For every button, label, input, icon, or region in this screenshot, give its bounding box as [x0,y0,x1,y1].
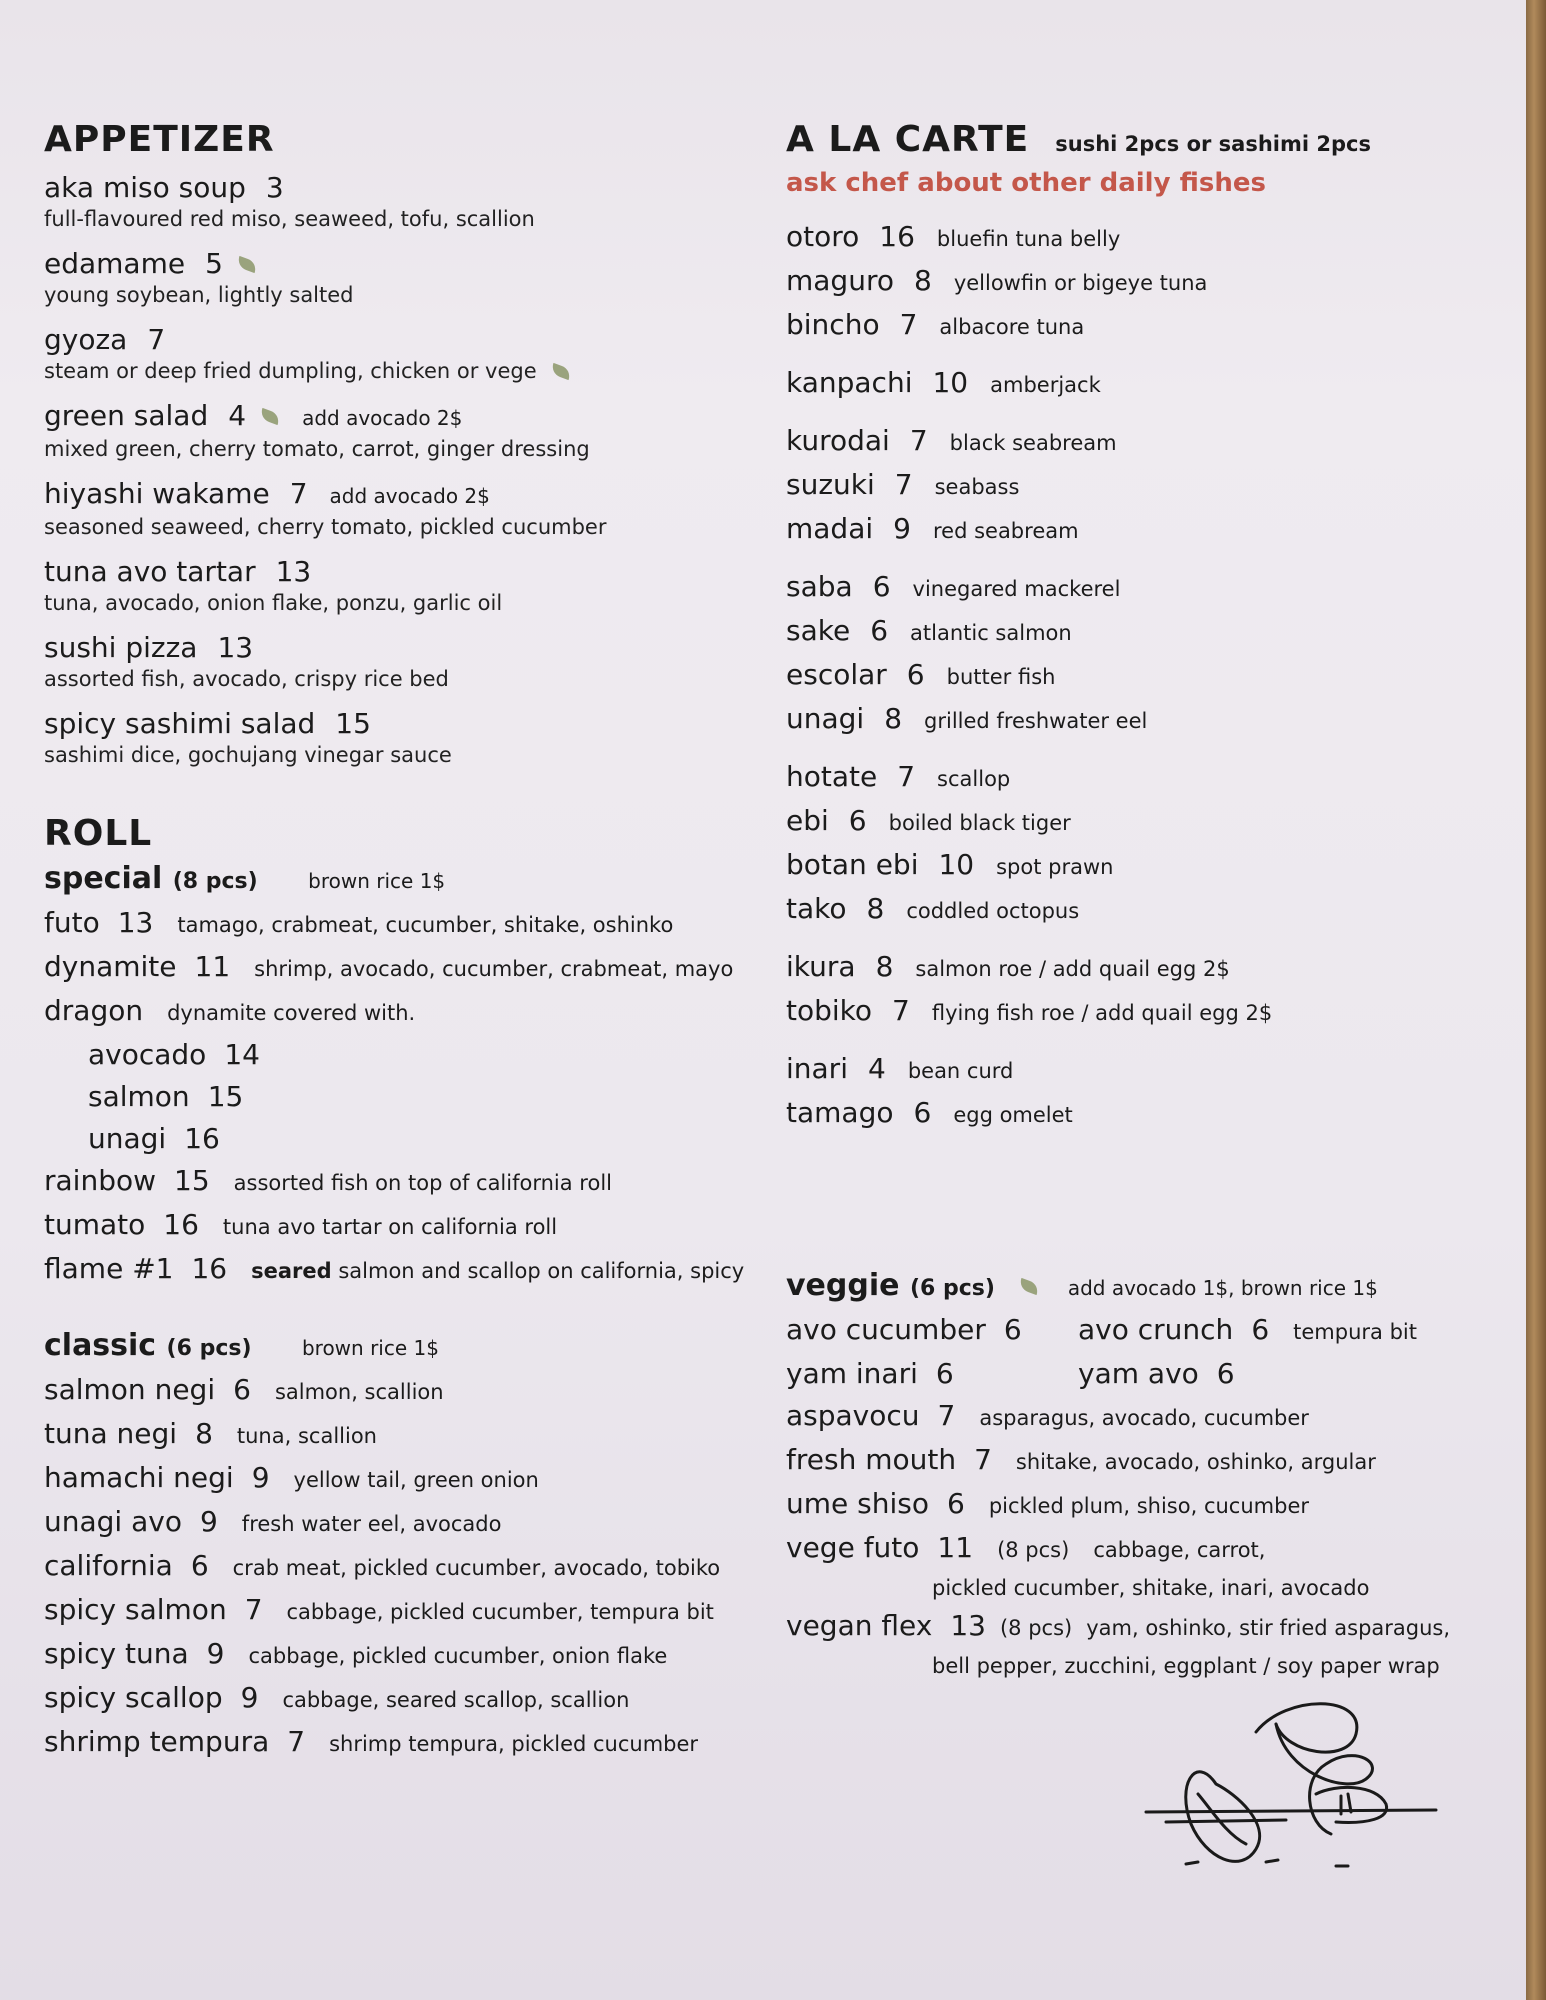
table-edge [1526,0,1546,2000]
item-pcs: (8 pcs) [997,1537,1070,1562]
item-price: 7 [287,1725,306,1759]
roll-item [44,1545,774,1589]
item-desc: tempura bit [1293,1319,1417,1344]
roll-subitem [44,1076,774,1118]
item-price: 6 [1003,1312,1022,1346]
item-price: 4 [867,1051,886,1085]
item-price: 6 [906,657,925,691]
veggie-pair-row [786,1309,1516,1353]
item-desc: mixed green, cherry tomato, carrot, ginger dressing [44,436,590,461]
item-price: 15 [207,1080,244,1114]
item-price: 9 [251,1461,270,1495]
item-note: add avocado 2$ [302,405,463,430]
alacarte-item [786,464,1516,508]
roll-item [44,1369,774,1413]
roll-item [44,1248,774,1292]
item-price: 16 [191,1252,228,1286]
group-label: classic [44,1328,157,1364]
item-desc: shrimp tempura, pickled cucumber [329,1732,699,1757]
item-price: 6 [1216,1356,1235,1390]
item-desc-rest: salmon and scallop on california, spicy [338,1259,745,1284]
item-name: spicy tuna [44,1637,189,1671]
item-name: tamago [786,1095,894,1129]
item-price: 6 [872,569,891,603]
item-desc: crab meat, pickled cucumber, avocado, tobiko [232,1556,721,1581]
item-name: california [44,1549,173,1583]
item-price: 6 [233,1373,251,1407]
item-name: kurodai [786,423,890,457]
veggie-item [786,1353,1078,1395]
item-desc: flying fish roe / add quail egg 2$ [931,1000,1273,1025]
item-name: madai [786,511,874,545]
item-price: 6 [935,1356,954,1390]
item-name: fresh mouth [786,1442,957,1476]
item-name: otoro [786,219,860,253]
item-price: 8 [866,891,885,925]
menu-item [44,476,774,540]
item-price: 13 [117,906,154,940]
item-price: 3 [265,170,284,204]
veggie-item [1078,1309,1417,1353]
item-price: 7 [897,759,916,793]
menu-item [44,170,774,232]
item-price: 15 [335,706,371,740]
alacarte-item [786,990,1516,1034]
veggie-item [786,1309,1078,1353]
item-name: inari [786,1051,848,1085]
item-name: gyoza [44,322,128,356]
item-desc: seabass [934,474,1020,499]
item-price: 13 [950,1608,986,1642]
item-name: salmon [88,1080,190,1114]
item-price: 8 [884,701,903,735]
item-name: edamame [44,246,186,280]
group-option: brown rice 1$ [301,1336,439,1361]
alacarte-title-text: A LA CARTE [786,119,1030,160]
item-desc: boiled black tiger [888,810,1071,835]
item-desc: salmon, scallion [274,1380,444,1405]
item-name: vege futo [786,1530,920,1564]
roll-item [44,1501,774,1545]
vegetarian-leaf-icon [259,408,282,425]
item-desc: tuna, avocado, onion flake, ponzu, garlic oil [44,590,503,615]
item-name: tumato [44,1208,146,1242]
veggie-heading [786,1266,1516,1309]
item-name: shrimp tempura [44,1725,270,1759]
item-price: 9 [893,511,911,545]
item-desc: assorted fish, avocado, crispy rice bed [44,666,449,691]
item-name: dragon [44,994,144,1028]
roll-item [44,1204,774,1248]
item-name: kanpachi [786,365,913,399]
item-desc: steam or deep fried dumpling, chicken or vege [44,358,537,383]
item-desc: atlantic salmon [910,620,1072,645]
item-price: 6 [913,1095,932,1129]
item-desc: spot prawn [996,854,1114,879]
item-desc: coddled octopus [906,898,1080,923]
item-name: hotate [786,759,878,793]
roll-item [44,1721,774,1765]
menu-item [44,630,774,692]
item-desc: young soybean, lightly salted [44,282,354,307]
alacarte-item [786,800,1516,844]
left-column [44,120,774,1765]
item-desc-continued: pickled cucumber, shitake, inari, avocado [932,1575,1370,1600]
item-name: green salad [44,398,209,432]
item-name: suzuki [786,467,875,501]
veggie-item [786,1483,1516,1527]
item-desc: salmon roe / add quail egg 2$ [915,956,1230,981]
item-price: 6 [190,1549,209,1583]
roll-item [44,1160,774,1204]
alacarte-item [786,610,1516,654]
item-desc: sashimi dice, gochujang vinegar sauce [44,742,452,767]
item-desc: yam, oshinko, stir fried asparagus, [1086,1615,1451,1640]
roll-subitem [44,1034,774,1076]
alacarte-item [786,216,1516,260]
group-option: brown rice 1$ [308,869,446,894]
item-name: saba [786,569,853,603]
item-price: 11 [194,950,231,984]
item-price: 8 [875,949,894,983]
alacarte-subtitle: sushi 2pcs or sashimi 2pcs [1055,132,1371,156]
alacarte-item [786,946,1516,990]
roll-subitem [44,1118,774,1160]
item-name: hamachi negi [44,1461,234,1495]
item-price: 7 [289,476,308,510]
vegetarian-leaf-icon [236,256,259,273]
item-price: 9 [240,1681,259,1715]
item-desc-continued: bell pepper, zucchini, eggplant / soy paper wrap [932,1653,1440,1678]
menu-item [44,554,774,616]
alacarte-item [786,304,1516,348]
item-note: add avocado 2$ [329,483,490,508]
item-name: tobiko [786,993,873,1027]
veggie-item [786,1605,1516,1649]
alacarte-title [786,120,1516,160]
item-name: escolar [786,657,887,691]
item-name: ikura [786,949,856,983]
appetizer-title: APPETIZER [44,119,275,160]
item-price: 15 [174,1164,210,1198]
item-price: 7 [909,423,928,457]
item-name: salmon negi [44,1373,216,1407]
item-name: ume shiso [786,1486,929,1520]
item-desc: seasoned seaweed, cherry tomato, pickled cucumber [44,514,607,539]
roll-item [44,990,774,1034]
right-column [786,120,1516,1683]
item-desc: fresh water eel, avocado [241,1512,502,1537]
item-name: tako [786,891,847,925]
item-name: dynamite [44,950,177,984]
item-price: 7 [937,1398,956,1432]
item-name: spicy scallop [44,1681,223,1715]
item-price: 10 [938,847,975,881]
item-desc: tuna avo tartar on california roll [222,1215,558,1240]
item-name: vegan flex [786,1608,933,1642]
item-price: 6 [946,1486,965,1520]
group-pcs: (8 pcs) [172,869,258,895]
roll-item [44,902,774,946]
alacarte-item [786,260,1516,304]
item-desc: pickled plum, shiso, cucumber [988,1493,1310,1518]
veggie-item [786,1395,1516,1439]
item-name: unagi [786,701,865,735]
roll-item [44,1589,774,1633]
item-price: 7 [894,467,913,501]
item-name: avo cucumber [786,1312,986,1346]
item-desc: red seabream [932,518,1079,543]
group-option: add avocado 1$, brown rice 1$ [1067,1275,1378,1300]
item-price: 7 [244,1593,263,1627]
item-price: 7 [892,993,910,1027]
item-name: tuna avo tartar [44,554,256,588]
item-desc: cabbage, pickled cucumber, tempura bit [286,1600,714,1625]
item-desc: bluefin tuna belly [936,226,1121,251]
item-price: 6 [848,803,867,837]
item-price: 9 [206,1637,225,1671]
veggie-item [786,1527,1516,1571]
menu-item [44,706,774,768]
daily-fish-note: ask chef about other daily fishes [786,167,1266,198]
item-desc: butter fish [946,664,1056,689]
item-price: 11 [937,1530,974,1564]
alacarte-item [786,698,1516,742]
item-name: ebi [786,803,829,837]
classic-heading [44,1326,774,1369]
item-price: 5 [205,246,223,280]
item-name: flame #1 [44,1252,174,1286]
item-desc: tamago, crabmeat, cucumber, shitake, oshinko [177,913,674,938]
item-desc: cabbage, pickled cucumber, onion flake [248,1644,668,1669]
item-price: 7 [147,322,166,356]
item-name: sake [786,613,851,647]
item-price: 6 [1251,1312,1270,1346]
alacarte-item [786,1048,1516,1092]
item-desc: scallop [937,766,1011,791]
alacarte-item [786,888,1516,932]
item-name: spicy salmon [44,1593,227,1627]
item-desc: egg omelet [953,1102,1073,1127]
item-name: avo crunch [1078,1312,1234,1346]
item-name: maguro [786,263,894,297]
roll-item [44,1677,774,1721]
group-label: veggie [786,1267,900,1303]
vegetarian-leaf-icon [1018,1278,1041,1295]
roll-item [44,946,774,990]
group-pcs: (6 pcs) [909,1275,995,1301]
item-name: hiyashi wakame [44,476,270,510]
item-desc: yellowfin or bigeye tuna [953,270,1208,295]
alacarte-item [786,844,1516,888]
item-desc: full-flavoured red miso, seaweed, tofu, scallion [44,206,535,231]
alacarte-item [786,420,1516,464]
item-price: 8 [913,263,932,297]
item-name: yam avo [1078,1356,1199,1390]
roll-item [44,1457,774,1501]
item-price: 16 [879,219,915,253]
item-desc-bold: seared [251,1259,332,1284]
item-price: 16 [184,1122,220,1156]
item-name: yam inari [786,1356,918,1390]
item-price: 13 [275,554,312,588]
item-desc: albacore tuna [939,314,1085,339]
item-name: sushi pizza [44,630,198,664]
item-desc: shitake, avocado, oshinko, argular [1015,1449,1376,1474]
item-desc: assorted fish on top of california roll [233,1171,612,1196]
item-desc: vinegared mackerel [912,576,1121,601]
alacarte-item [786,508,1516,552]
item-desc: tuna, scallion [236,1424,377,1449]
item-price: 4 [228,398,247,432]
roll-item [44,1633,774,1677]
item-desc: shrimp, avocado, cucumber, crabmeat, mayo [254,957,734,982]
veggie-item [786,1439,1516,1483]
vegetarian-leaf-icon [549,363,572,380]
item-price: 7 [974,1442,992,1476]
item-name: futo [44,906,100,940]
special-heading [44,859,774,902]
item-desc: cabbage, seared scallop, scallion [282,1688,630,1713]
item-price: 6 [870,613,889,647]
item-desc [251,1259,744,1283]
roll-item [44,1413,774,1457]
item-price: 7 [899,307,918,341]
item-name: bincho [786,307,880,341]
item-price: 10 [932,365,969,399]
alacarte-item [786,362,1516,406]
item-desc: cabbage, carrot, [1093,1537,1266,1562]
roll-title: ROLL [44,812,153,854]
item-pcs: (8 pcs) [999,1615,1073,1640]
veggie-item [1078,1353,1370,1395]
item-desc: amberjack [990,372,1101,397]
item-desc: dynamite covered with. [167,1001,416,1026]
group-label: special [44,861,163,897]
item-name: rainbow [44,1164,156,1198]
menu-item [44,398,774,462]
item-desc: grilled freshwater eel [924,708,1148,733]
alacarte-item [786,566,1516,610]
sushi-sketch-logo [1136,1684,1446,1884]
item-name: aka miso soup [44,170,246,204]
item-name: spicy sashimi salad [44,706,316,740]
item-name: botan ebi [786,847,919,881]
item-name: unagi avo [44,1505,182,1539]
item-desc: bean curd [907,1058,1014,1083]
item-price: 16 [163,1208,199,1242]
item-desc: yellow tail, green onion [293,1468,539,1493]
item-name: unagi [88,1122,167,1156]
group-pcs: (6 pcs) [166,1336,252,1362]
menu-item [44,322,774,384]
item-desc: asparagus, avocado, cucumber [979,1405,1309,1430]
item-price: 14 [224,1038,260,1072]
menu-item [44,246,774,308]
item-price: 8 [195,1417,213,1451]
alacarte-item [786,654,1516,698]
item-price: 13 [217,630,254,664]
item-name: aspavocu [786,1398,920,1432]
item-name: tuna negi [44,1417,178,1451]
alacarte-item [786,756,1516,800]
alacarte-item [786,1092,1516,1136]
veggie-pair-row [786,1353,1516,1395]
item-desc: black seabream [949,430,1117,455]
item-name: avocado [88,1038,207,1072]
item-price: 9 [199,1505,218,1539]
